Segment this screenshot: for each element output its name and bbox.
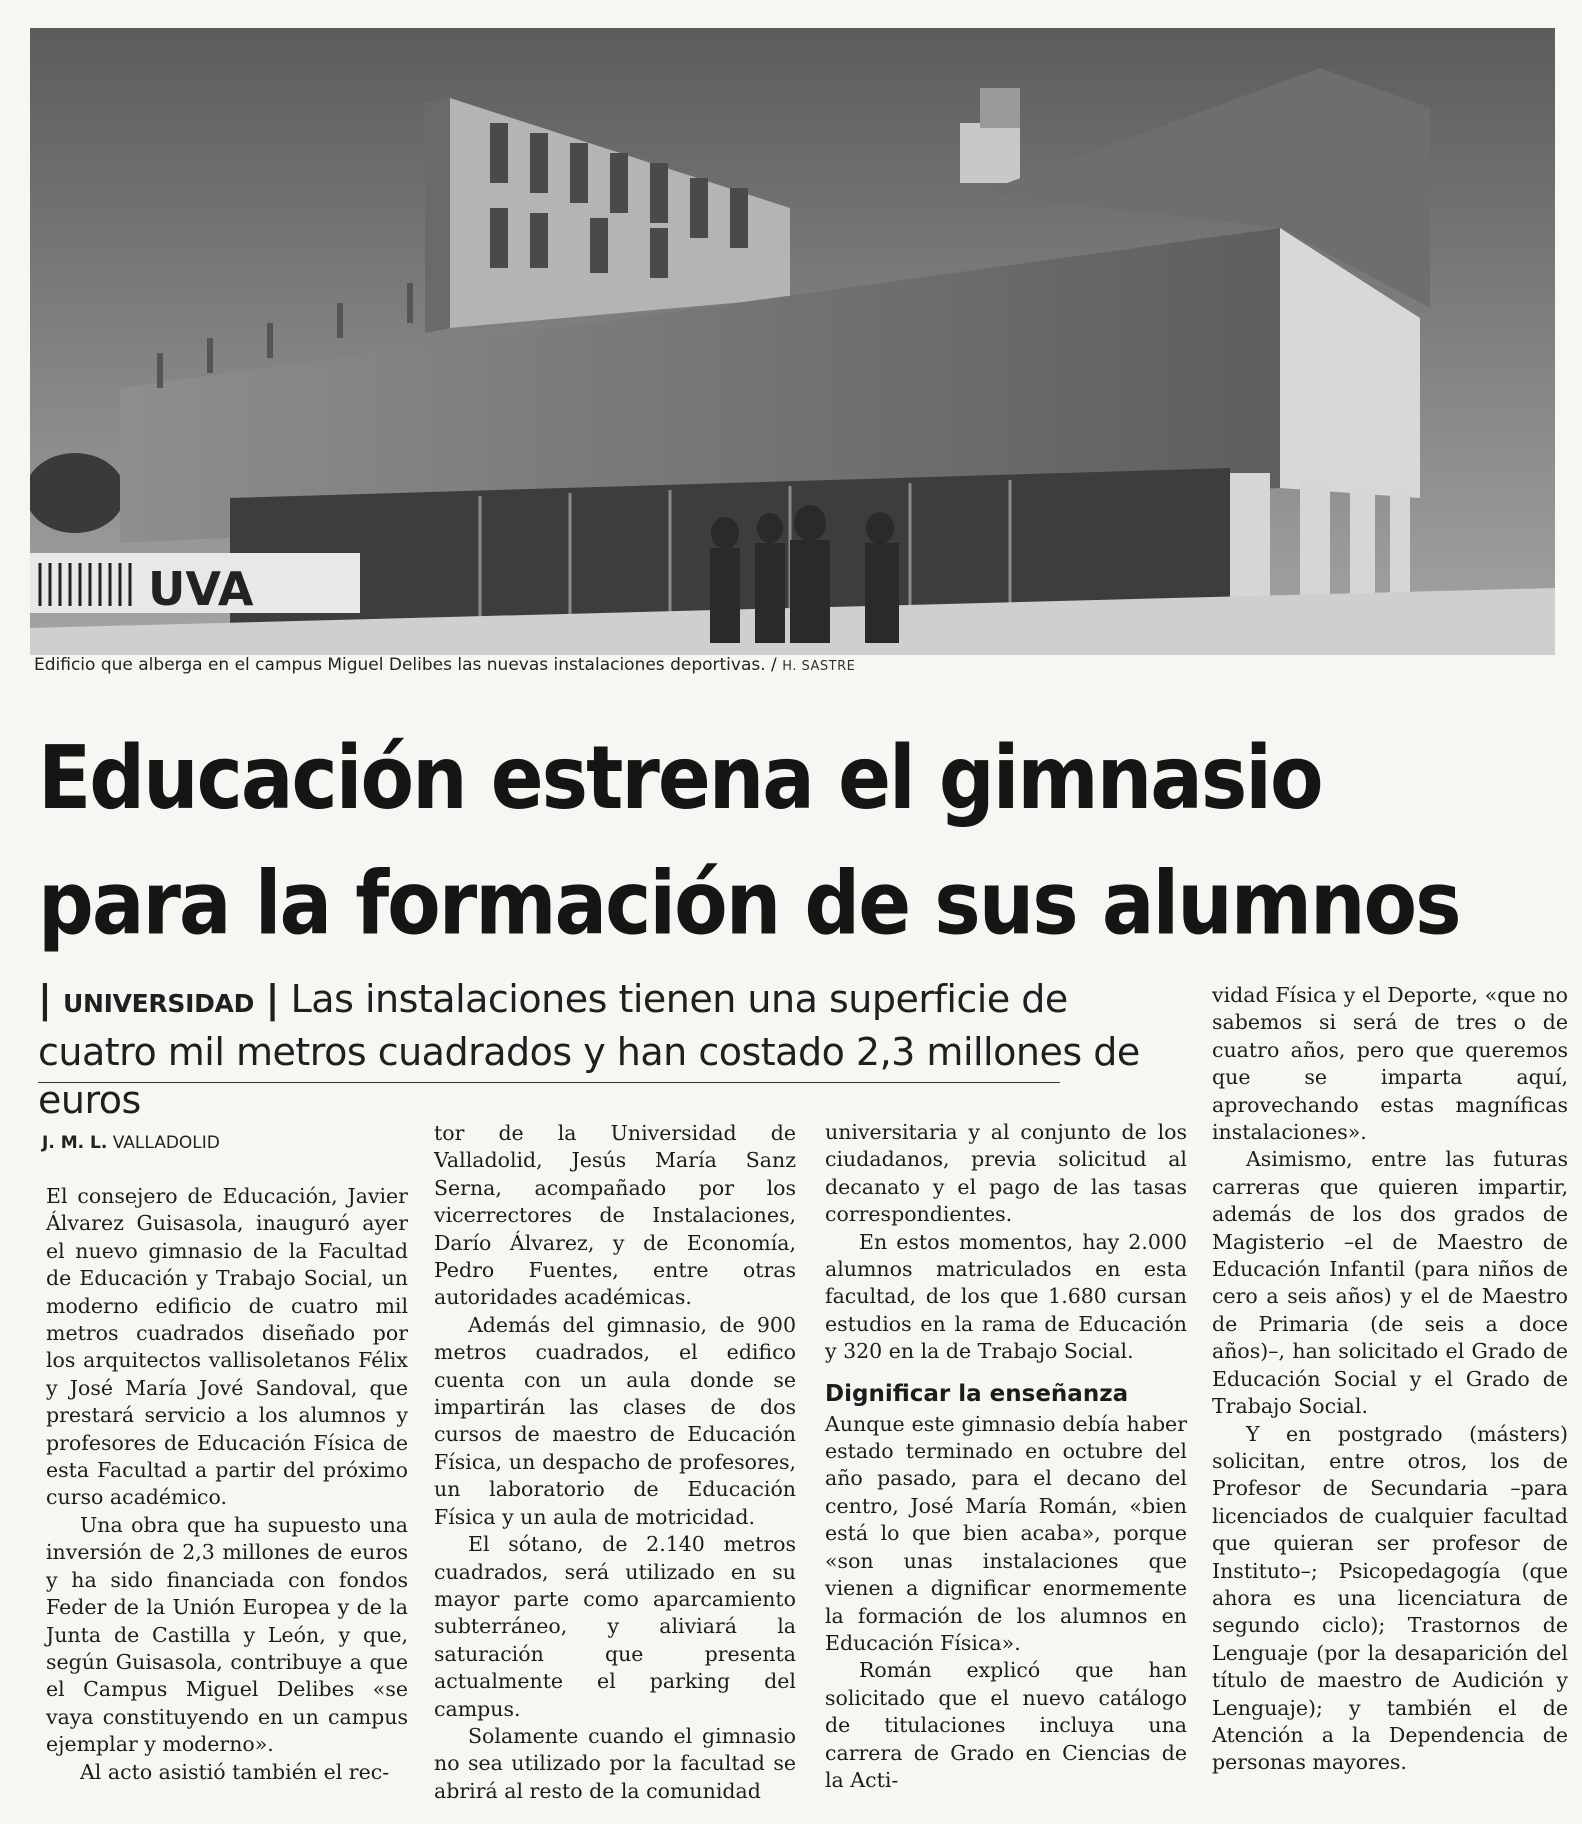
paragraph: vidad Física y el Deporte, «que no sabemos si será de tres o de cuatro años, pero que queremos que se imparta aquí, aprovechando estas magníficas instalaciones». bbox=[1212, 983, 1568, 1145]
paragraph: El consejero de Educación, Javier Álvarez Guisasola, inauguró ayer el nuevo gimnasio de la Facultad de Educación y Trabajo Social, un moderno edificio de cuatro mil metros cuadrados diseñado por los arquitectos vallisoletanos Félix y José María Jové Sandoval, que prestará servicio a los alumnos y profesores de Educación Física de esta Facultad a partir del próximo curso académico. bbox=[46, 1184, 408, 1510]
photo-caption bbox=[34, 655, 1034, 675]
article-photo bbox=[30, 28, 1555, 655]
deck bbox=[38, 975, 1188, 1124]
paragraph: Aunque este gimnasio debía haber estado terminado en octubre del año pasado, para el decano del centro, José María Román, «bien está lo que bien acaba», porque «son unas instalaciones que vienen a dignificar enormemente la formación de los alumnos en Educación Física». bbox=[825, 1411, 1187, 1655]
deck-bar-left: | bbox=[38, 977, 52, 1021]
article-column-3 bbox=[825, 1119, 1187, 1794]
byline bbox=[42, 1133, 442, 1153]
headline bbox=[38, 716, 1558, 967]
paragraph: En estos momentos, hay 2.000 alumnos matriculados en esta facultad, de los que 1.680 cursan estudios en la rama de Educación y 320 en la de Trabajo Social. bbox=[825, 1229, 1187, 1364]
paragraph: El sótano, de 2.140 metros cuadrados, será utilizado en su mayor parte como aparcamiento subterráneo, y aliviará la saturación que presenta actualmente el parking del campus. bbox=[434, 1532, 796, 1721]
deck-text: Las instalaciones tienen una superficie de cuatro mil metros cuadrados y han costado 2,3 millones de euros bbox=[38, 977, 1140, 1122]
paragraph: tor de la Universidad de Valladolid, Jesús María Sanz Serna, acompañado por los vicerrectores de Instalaciones, Darío Álvarez, y de Economía, Pedro Fuentes, entre otras autoridades académicas. bbox=[434, 1121, 796, 1310]
building-photo-icon bbox=[30, 28, 1555, 655]
headline-line-2: para la formación de sus alumnos bbox=[38, 853, 1460, 955]
paragraph: Román explicó que han solicitado que el nuevo catálogo de titulaciones incluya una carrera de Grado en Ciencias de la Acti- bbox=[825, 1658, 1187, 1792]
caption-separator: / bbox=[765, 655, 783, 675]
paragraph: Una obra que ha supuesto una inversión de 2,3 millones de euros y ha sido financiada con fondos Feder de la Unión Europea y de la Junta de Castilla y León, y que, según Guisasola, contribuye a que el Campus Miguel Delibes «se vaya constituyendo en un campus ejemplar y moderno». bbox=[46, 1512, 408, 1757]
uva-sign-text: UVA bbox=[148, 562, 254, 616]
paragraph: Además del gimnasio, de 900 metros cuadrados, el edifico cuenta con un aula donde se impartirán las clases de dos cursos de maestro de Educación Física, un despacho de profesores, un laboratorio de Educación Física y un aula de motricidad. bbox=[434, 1312, 796, 1529]
article-column-1 bbox=[46, 1183, 408, 1786]
headline-line-1: Educación estrena el gimnasio bbox=[38, 728, 1322, 830]
paragraph: Asimismo, entre las futuras carreras que quieren impartir, además de los dos grados de Magisterio –el de Maestro de Educación Infantil (para niños de cero a seis años) y el de Maestro de Primaria (de seis a doce años)–, han solicitado el Grado de Educación Social y el Grado de Trabajo Social. bbox=[1212, 1147, 1568, 1419]
byline-author: J. M. L. bbox=[42, 1133, 108, 1153]
paragraph: Solamente cuando el gimnasio no sea utilizado por la facultad se abrirá al resto de la comunidad bbox=[434, 1723, 796, 1803]
deck-bar-right: | bbox=[265, 977, 280, 1021]
section-tag: UNIVERSIDAD bbox=[62, 989, 255, 1018]
subheading: Dignificar la enseñanza bbox=[825, 1380, 1129, 1407]
article-column-2 bbox=[434, 1120, 796, 1805]
byline-place: VALLADOLID bbox=[107, 1133, 220, 1153]
paragraph: Al acto asistió también el rec- bbox=[80, 1759, 390, 1784]
photo-credit: H. SASTRE bbox=[782, 659, 856, 674]
paragraph: Y en postgrado (másters) solicitan, entre otros, los de Profesor de Secundaria –para licenciados de cualquier facultad que quieran ser profesor de Instituto–; Psicopedagogía (que ahora es una licenciatura de segundo ciclo); Trastornos de Lenguaje (por la desaparición del título de maestro de Audición y Lenguaje); y también el de Atención a la Dependencia de personas mayores. bbox=[1212, 1421, 1568, 1775]
article-column-4 bbox=[1212, 982, 1568, 1777]
caption-text: Edificio que alberga en el campus Miguel Delibes las nuevas instalaciones deportivas. bbox=[34, 655, 766, 675]
divider-rule bbox=[38, 1082, 1060, 1083]
paragraph: universitaria y al conjunto de los ciudadanos, previa solicitud al decanato y el pago de las tasas correspondientes. bbox=[825, 1120, 1187, 1227]
